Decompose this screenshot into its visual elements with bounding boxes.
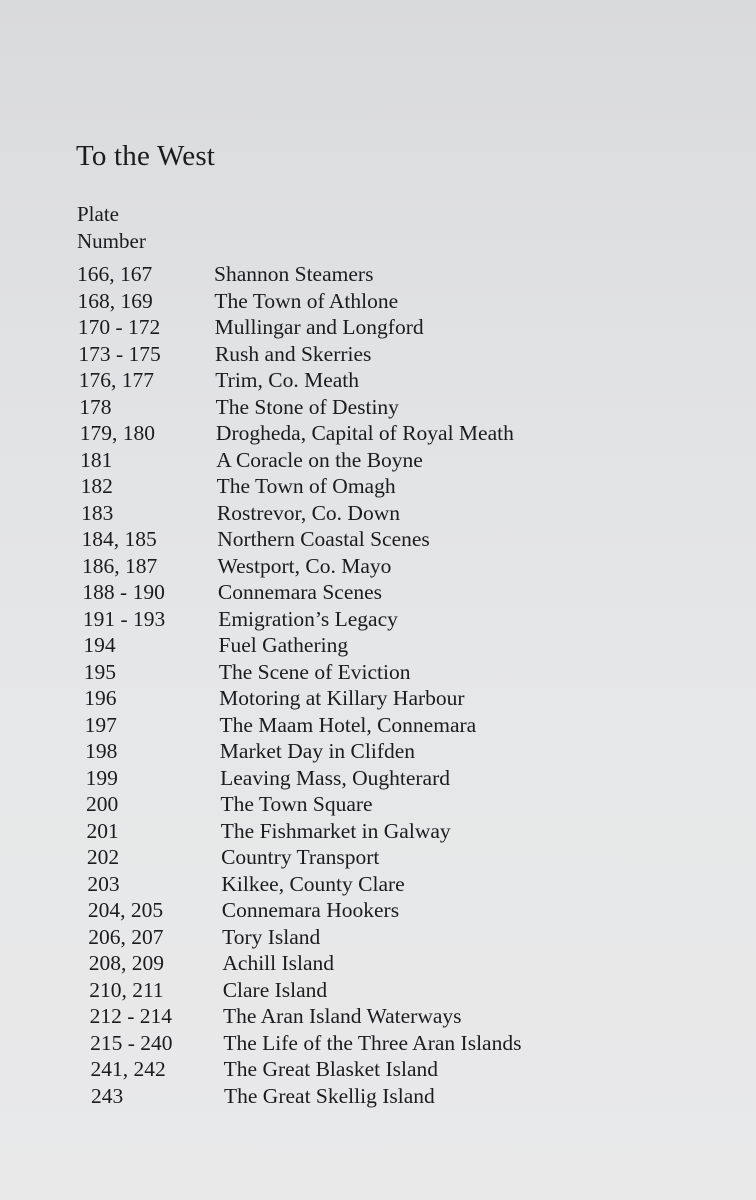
plate-number: 206, 207 [88,924,164,949]
plate-title: Kilkee, County Clare [221,871,405,896]
plate-title: Drogheda, Capital of Royal Meath [215,421,514,445]
plate-number: 203 [87,871,120,896]
plate-number: 170 - 172 [77,315,161,339]
plate-row [0,1083,756,1110]
plate-row [0,844,756,871]
plate-number: 215 - 240 [90,1030,173,1055]
plate-number: 181 [80,447,113,472]
plate-title: Motoring at Killary Harbour [219,686,465,710]
plate-number: 176, 177 [78,368,155,392]
plate-number: 208, 209 [88,951,164,975]
plate-row [0,685,756,712]
plate-number-header [77,201,146,255]
plate-title: Rostrevor, Co. Down [216,500,400,525]
header-line-plate: Plate [77,202,119,226]
plate-number: 201 [86,818,119,843]
plate-number: 173 - 175 [78,341,161,366]
plate-row [0,632,756,659]
plate-number: 241, 242 [90,1057,166,1081]
plate-title: Trim, Co. Meath [215,368,360,392]
plate-number: 198 [85,739,118,763]
plate-row [0,606,756,633]
plate-row [0,500,756,527]
plate-title: Fuel Gathering [218,633,349,657]
plate-number: 182 [80,474,113,498]
plate-row [0,791,756,818]
plate-title: The Great Blasket Island [223,1057,438,1081]
plate-title: Connemara Scenes [217,580,383,604]
plate-list [0,261,756,1109]
plate-number: 168, 169 [77,288,153,313]
plate-row [0,1030,756,1057]
plate-row [0,553,756,580]
plate-row [0,1056,756,1083]
plate-title: The Scene of Eviction [218,659,411,684]
plate-row [0,897,756,924]
plate-row [0,341,756,368]
plate-title: The Town of Athlone [214,288,399,313]
plate-title: Northern Coastal Scenes [217,527,430,551]
plate-title: The Stone of Destiny [215,394,399,419]
plate-title: The Maam Hotel, Connemara [219,712,477,737]
plate-title: The Life of the Three Aran Islands [223,1030,522,1055]
plate-number: 197 [84,712,117,737]
plate-row [0,447,756,474]
plate-title: Country Transport [221,845,380,869]
plate-title: Connemara Hookers [221,898,400,922]
plate-number: 179, 180 [79,421,155,445]
plate-title: Shannon Steamers [214,262,374,286]
plate-title: The Town Square [220,792,373,816]
plate-title: The Aran Island Waterways [223,1004,462,1028]
plate-number: 200 [86,792,119,816]
plate-number: 202 [86,845,120,869]
plate-row [0,579,756,606]
plate-row [0,977,756,1004]
plate-number: 184, 185 [81,527,157,551]
plate-number: 194 [83,633,116,657]
plate-row [0,765,756,792]
plate-title: Westport, Co. Mayo [217,553,392,578]
plate-number: 166, 167 [77,262,153,286]
plate-row [0,871,756,898]
plate-row [0,367,756,394]
plate-row [0,712,756,739]
plate-title: Achill Island [222,951,335,975]
plate-row [0,473,756,500]
plate-row [0,818,756,845]
plate-row [0,314,756,341]
plate-title: The Great Skellig Island [224,1083,435,1108]
plate-row [0,261,756,288]
plate-number: 210, 211 [89,977,164,1002]
plate-row [0,526,756,553]
plate-number: 191 - 193 [82,606,166,631]
plate-number: 243 [91,1083,124,1108]
plate-row [0,420,756,447]
plate-number: 188 - 190 [82,580,165,604]
plate-title: Rush and Skerries [214,341,372,366]
plate-number: 178 [79,394,112,419]
plate-title: Market Day in Clifden [219,739,416,763]
plate-title: Clare Island [222,977,328,1002]
plate-title: The Town of Omagh [216,474,396,498]
plate-row [0,394,756,421]
header-line-number: Number [77,229,146,253]
plate-number: 199 [85,765,118,790]
plate-title: Leaving Mass, Oughterard [220,765,450,790]
section-title: To the West [76,140,216,172]
plate-number: 204, 205 [87,898,164,922]
plate-row [0,1003,756,1030]
plate-number: 195 [83,659,117,684]
plate-title: A Coracle on the Boyne [216,447,423,472]
plate-row [0,659,756,686]
plate-title: Tory Island [222,924,321,949]
plate-title: Mullingar and Longford [214,315,424,339]
plate-number: 186, 187 [81,553,158,578]
plate-title: Emigration’s Legacy [218,606,398,631]
plate-number: 196 [84,686,117,710]
plate-row [0,950,756,977]
plate-number: 212 - 214 [89,1004,173,1028]
plate-row [0,288,756,315]
plate-row [0,738,756,765]
plate-number: 183 [81,500,114,525]
plate-row [0,924,756,951]
plate-title: The Fishmarket in Galway [220,818,451,843]
